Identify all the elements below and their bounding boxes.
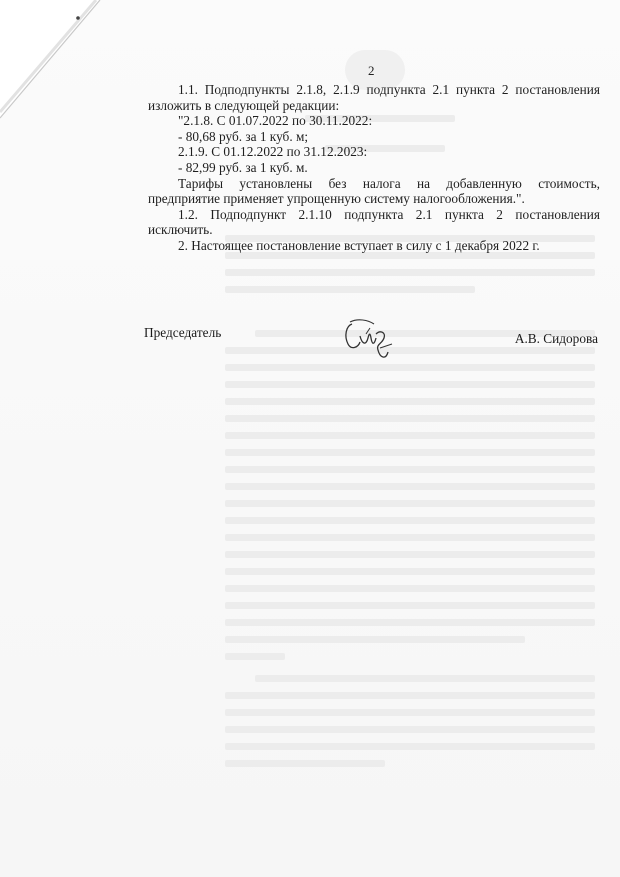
signatory-name: А.В. Сидорова [514, 331, 598, 346]
tariff-note-line-1: Тарифы установлены без налога на добавленную стоимость, [178, 175, 600, 191]
signatory-title: Председатель [144, 325, 222, 340]
tariff-note-line-2: предприятие применяет упрощенную систему налогообложения.". [148, 191, 525, 207]
clause-2-1-8-heading: "2.1.8. С 01.07.2022 по 30.11.2022: [178, 113, 373, 129]
paragraph-2: 2. Настоящее постановление вступает в силу с 1 декабря 2022 г. [178, 237, 540, 253]
handwritten-signature [340, 314, 396, 362]
clause-2-1-9-heading: 2.1.9. С 01.12.2022 по 31.12.2023: [178, 144, 368, 160]
page-number: 2 [368, 63, 375, 78]
paragraph-1-2-line-1: 1.2. Подподпункт 2.1.10 подпункта 2.1 пункта 2 постановления [178, 206, 600, 222]
clause-2-1-8-value: - 80,68 руб. за 1 куб. м; [178, 128, 309, 144]
resolution-text [148, 82, 600, 254]
paragraph-1-1-line-2: изложить в следующей редакции: [148, 97, 340, 113]
signature-block [144, 322, 600, 362]
paragraph-1-2-line-2: исключить. [148, 222, 213, 238]
clause-2-1-9-value: - 82,99 руб. за 1 куб. м. [178, 159, 308, 175]
folded-corner-shadow [0, 0, 120, 120]
paragraph-1-1-line-1: 1.1. Подподпункты 2.1.8, 2.1.9 подпункта 2.1 пункта 2 постановления [178, 82, 600, 97]
